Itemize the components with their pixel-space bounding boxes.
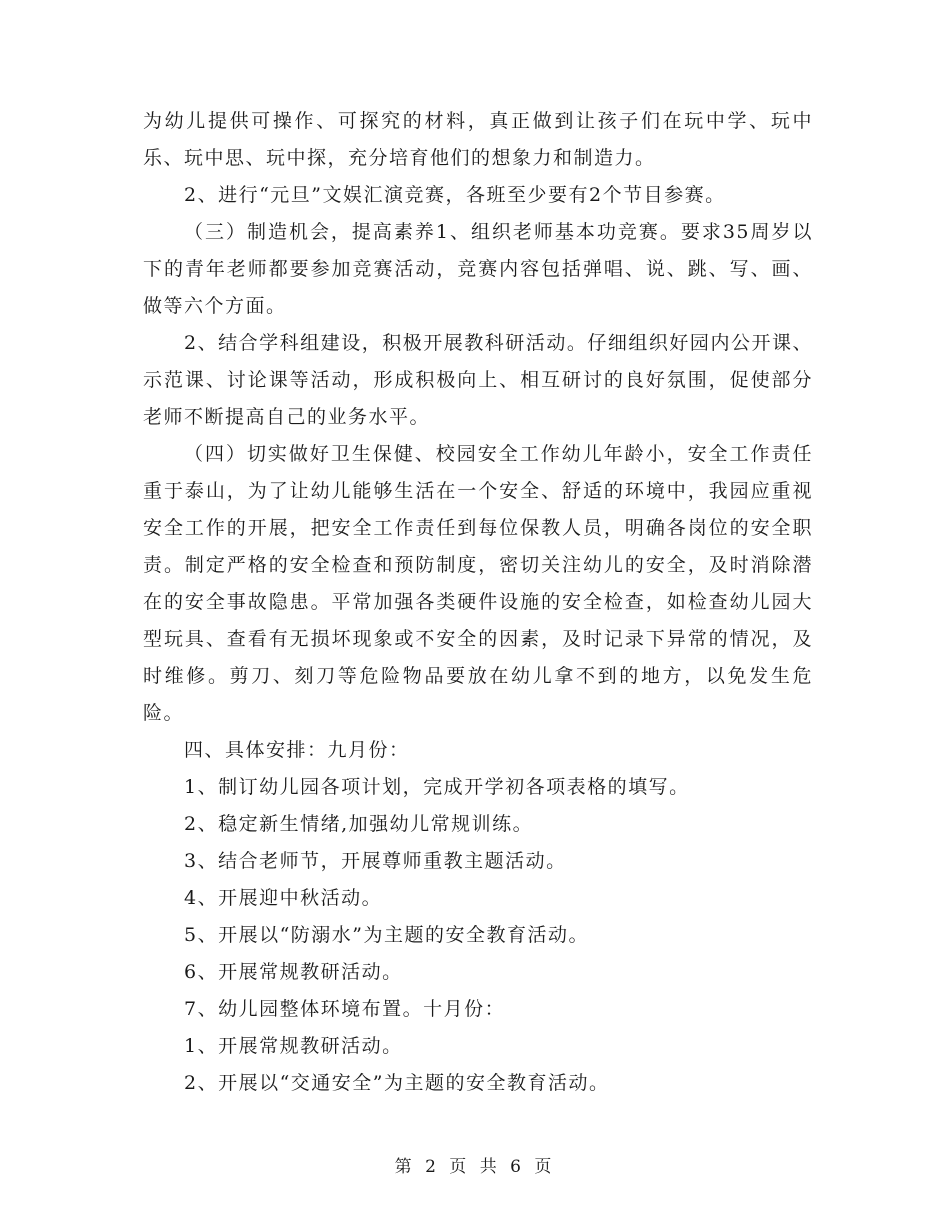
paragraph-5: （四）切实做好卫生保健、校园安全工作幼儿年龄小，安全工作责任重于泰山，为了让幼儿能够生活在一个安全、舒适的环境中，我园应重视安全工作的开展，把安全工作责任到每位保教人员，明确各岗位的安全职责。制定严格的安全检查和预防制度，密切关注幼儿的安全，及时消除潜在的安全事故隐患。平常加强各类硬件设施的安全检查，如检查幼儿园大型玩具、查看有无损坏现象或不安全的因素，及时记录下异常的情况，及时维修。剪刀、刻刀等危险物品要放在幼儿拿不到的地方，以免发生危险。 [143, 443, 813, 724]
document-body [143, 103, 813, 1102]
paragraph-11: 5、开展以“防溺水”为主题的安全教育活动。 [184, 924, 590, 946]
page-footer: 第 2 页 共 6 页 [394, 1157, 556, 1177]
paragraph-4: 2、结合学科组建设，积极开展教科研活动。仔细组织好园内公开课、示范课、讨论课等活动，形成积极向上、相互研讨的良好氛围，促使部分老师不断提高自己的业务水平。 [143, 332, 813, 428]
paragraph-3: （三）制造机会，提高素养1、组织老师基本功竞赛。要求35周岁以下的青年老师都要参加竞赛活动，竞赛内容包括弹唱、说、跳、写、画、做等六个方面。 [143, 221, 813, 317]
paragraph-15: 2、开展以“交通安全”为主题的安全教育活动。 [184, 1072, 610, 1094]
paragraph-2: 2、进行“元旦”文娱汇演竞赛，各班至少要有2个节目参赛。 [184, 184, 726, 206]
paragraph-6: 四、具体安排：九月份： [184, 739, 410, 761]
paragraph-9: 3、结合老师节，开展尊师重教主题活动。 [184, 850, 567, 872]
paragraph-12: 6、开展常规教研活动。 [184, 961, 403, 983]
paragraph-8: 2、稳定新生情绪,加强幼儿常规训练。 [184, 813, 534, 835]
paragraph-13: 7、幼儿园整体环境布置。十月份： [184, 998, 506, 1020]
paragraph-10: 4、开展迎中秋活动。 [184, 887, 383, 909]
paragraph-1: 为幼儿提供可操作、可探究的材料，真正做到让孩子们在玩中学、玩中乐、玩中思、玩中探，充分培育他们的想象力和制造力。 [143, 110, 813, 169]
paragraph-7: 1、制订幼儿园各项计划，完成开学初各项表格的填写。 [184, 776, 690, 798]
paragraph-14: 1、开展常规教研活动。 [184, 1035, 403, 1057]
